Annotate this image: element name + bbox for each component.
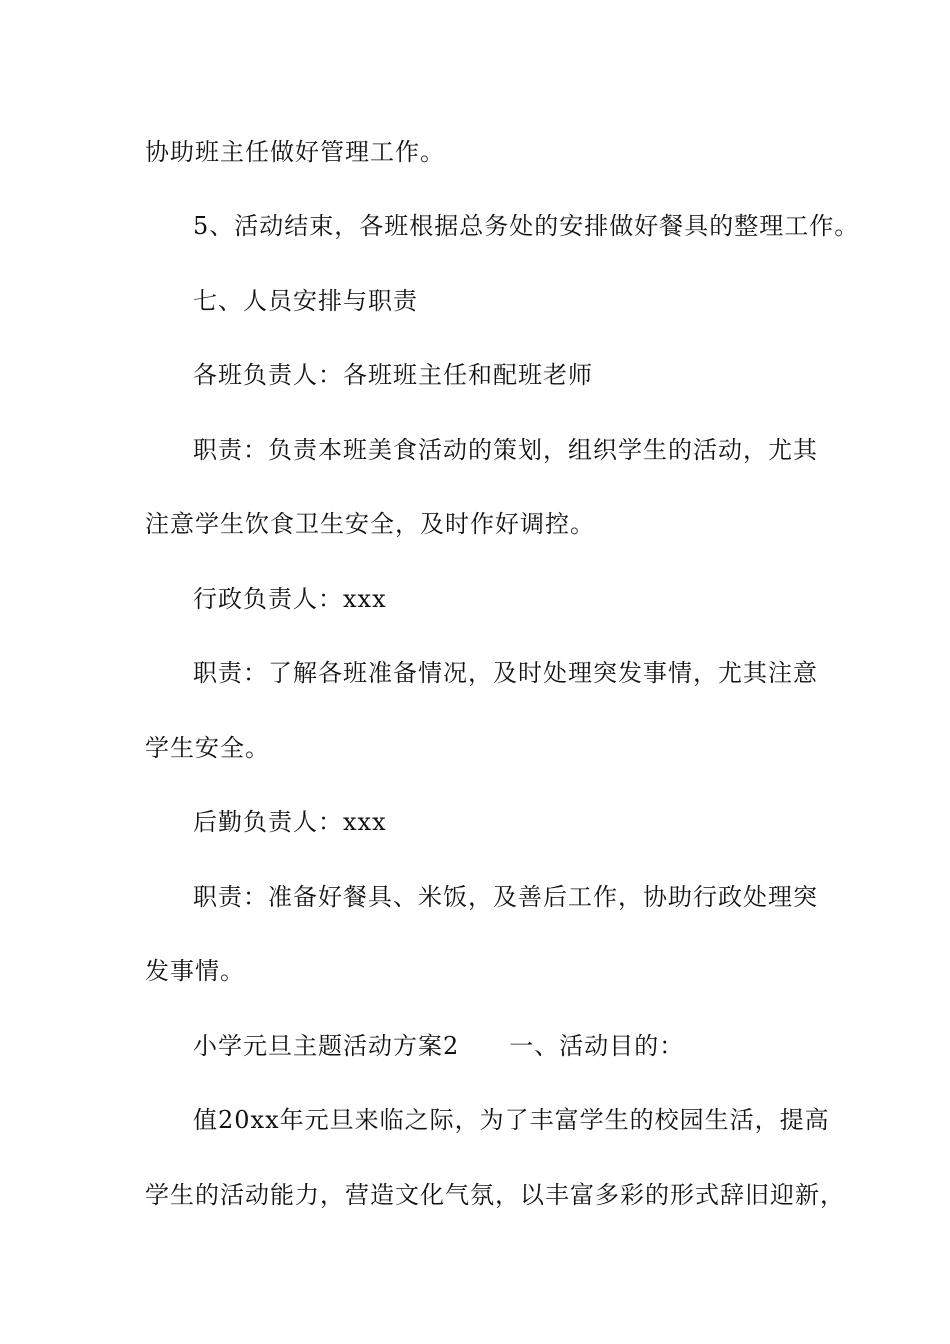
paragraph-line: 值20xx年元旦来临之际，为了丰富学生的校园生活，提高 — [193, 1106, 830, 1134]
paragraph-line: 行政负责人：xxx — [193, 585, 387, 613]
paragraph-line: 职责：了解各班准备情况，及时处理突发事情，尤其注意 — [193, 659, 818, 687]
paragraph-line: 5、活动结束，各班根据总务处的安排做好餐具的整理工作。 — [193, 212, 860, 240]
paragraph-line: 职责：准备好餐具、米饭，及善后工作，协助行政处理突 — [193, 883, 818, 911]
paragraph-line: 后勤负责人：xxx — [193, 808, 387, 836]
paragraph-line: 职责：负责本班美食活动的策划，组织学生的活动，尤其 — [193, 436, 818, 464]
section-heading: 七、人员安排与职责 — [193, 287, 418, 315]
section-heading: 小学元旦主题活动方案2 一、活动目的： — [193, 1032, 685, 1060]
paragraph-line: 协助班主任做好管理工作。 — [145, 138, 445, 166]
paragraph-line: 各班负责人：各班班主任和配班老师 — [193, 361, 593, 389]
paragraph-line: 学生安全。 — [145, 734, 270, 762]
paragraph-line: 发事情。 — [145, 957, 245, 985]
paragraph-line: 注意学生饮食卫生安全，及时作好调控。 — [145, 510, 595, 538]
paragraph-line: 学生的活动能力，营造文化气氛，以丰富多彩的形式辞旧迎新， — [145, 1181, 845, 1209]
